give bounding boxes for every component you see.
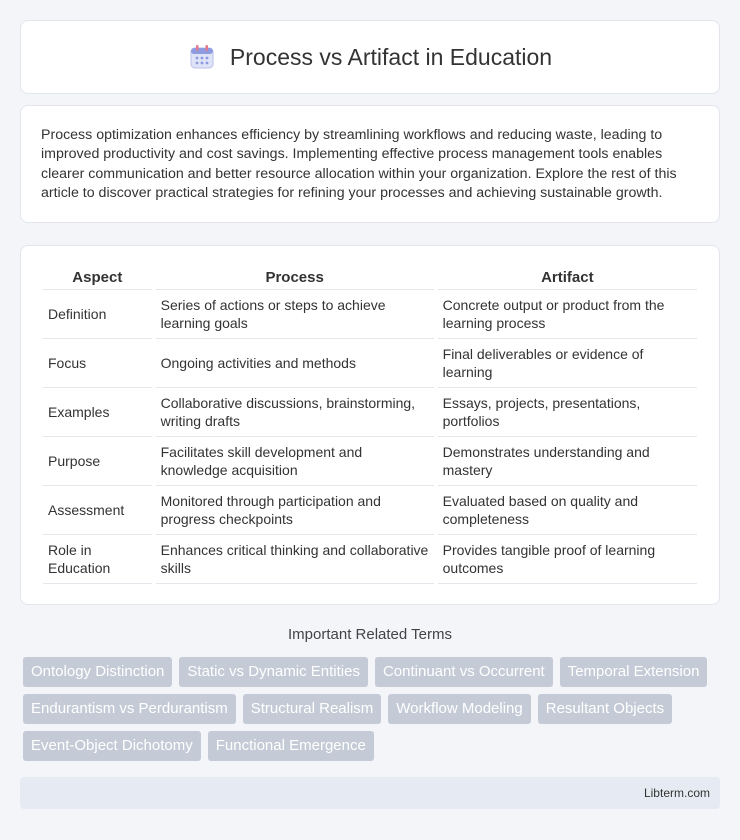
related-term-tag[interactable]: Functional Emergence: [208, 731, 374, 761]
footer-site-link[interactable]: Libterm.com: [643, 786, 710, 800]
related-terms-list: [23, 657, 723, 761]
cell-process: Enhances critical thinking and collaborative skills: [156, 535, 434, 584]
related-term-tag[interactable]: Continuant vs Occurrent: [375, 657, 553, 687]
footer: [20, 777, 720, 809]
cell-process: Series of actions or steps to achieve learning goals: [156, 290, 434, 339]
table-row: [43, 535, 697, 584]
table-row: [43, 339, 697, 388]
cell-aspect: Definition: [43, 290, 152, 339]
cell-aspect: Role in Education: [43, 535, 152, 584]
cell-process: Ongoing activities and methods: [156, 339, 434, 388]
page-title: Process vs Artifact in Education: [229, 43, 553, 70]
related-term-tag[interactable]: Static vs Dynamic Entities: [179, 657, 368, 687]
table-row: [43, 290, 697, 339]
related-term-tag[interactable]: Event-Object Dichotomy: [23, 731, 201, 761]
cell-aspect: Examples: [43, 388, 152, 437]
cell-artifact: Evaluated based on quality and completeness: [438, 486, 697, 535]
comparison-table: [39, 266, 701, 584]
header-artifact: Artifact: [438, 266, 697, 290]
cell-artifact: Demonstrates understanding and mastery: [438, 437, 697, 486]
header-card: [20, 20, 720, 94]
header-process: Process: [156, 266, 434, 290]
related-terms-title: Important Related Terms: [288, 626, 452, 643]
cell-aspect: Assessment: [43, 486, 152, 535]
related-term-tag[interactable]: Resultant Objects: [538, 694, 672, 724]
cell-artifact: Provides tangible proof of learning outcomes: [438, 535, 697, 584]
related-term-tag[interactable]: Ontology Distinction: [23, 657, 172, 687]
cell-artifact: Essays, projects, presentations, portfolios: [438, 388, 697, 437]
intro-paragraph: Process optimization enhances efficiency by streamlining workflows and reducing waste, leading to improved productivity and cost savings. Implementing effective process management tools enables clearer communication and better resource allocation within your organization. Explore the rest of this article to discover practical strategies for refining your processes and achieving sustainable growth.: [41, 127, 677, 202]
table-row: [43, 486, 697, 535]
related-term-tag[interactable]: Workflow Modeling: [388, 694, 530, 724]
cell-process: Collaborative discussions, brainstorming, writing drafts: [156, 388, 434, 437]
calendar-icon: [188, 43, 216, 71]
cell-artifact: Final deliverables or evidence of learning: [438, 339, 697, 388]
comparison-table-card: [20, 245, 720, 605]
table-row: [43, 388, 697, 437]
cell-aspect: Purpose: [43, 437, 152, 486]
header-aspect: Aspect: [43, 266, 152, 290]
cell-process: Facilitates skill development and knowledge acquisition: [156, 437, 434, 486]
related-term-tag[interactable]: Temporal Extension: [560, 657, 708, 687]
cell-process: Monitored through participation and progress checkpoints: [156, 486, 434, 535]
intro-card: [20, 105, 720, 223]
related-term-tag[interactable]: Structural Realism: [243, 694, 382, 724]
cell-aspect: Focus: [43, 339, 152, 388]
table-row: [43, 437, 697, 486]
table-header-row: [43, 266, 697, 290]
cell-artifact: Concrete output or product from the learning process: [438, 290, 697, 339]
related-term-tag[interactable]: Endurantism vs Perdurantism: [23, 694, 236, 724]
